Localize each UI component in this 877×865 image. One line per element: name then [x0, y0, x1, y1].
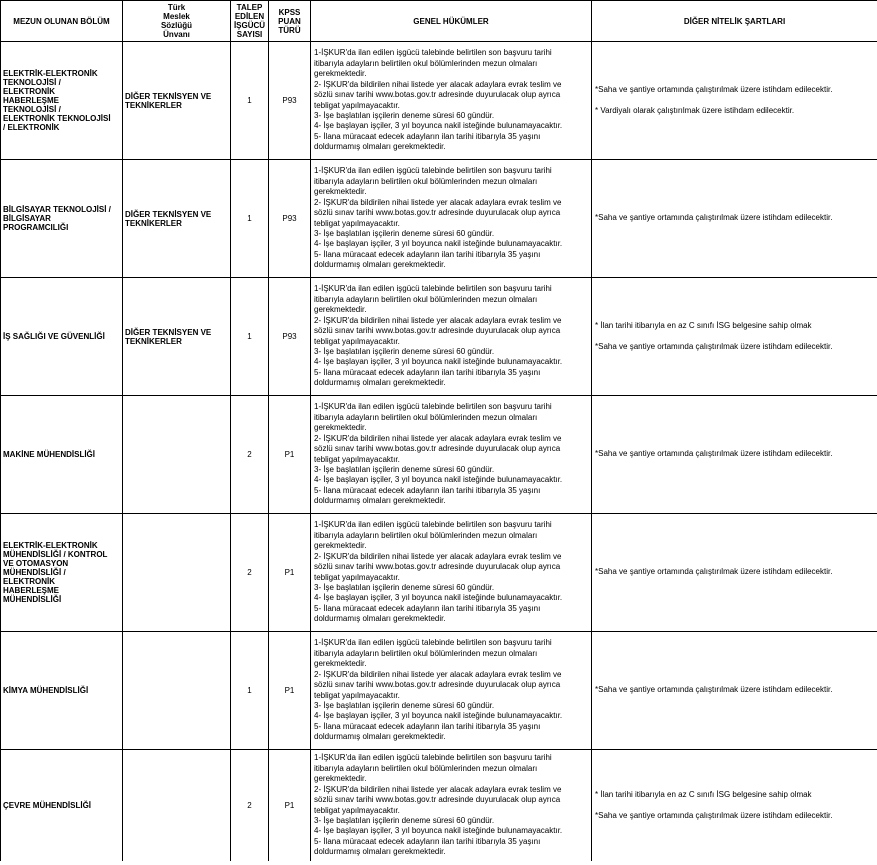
hukum-line: 2- İŞKUR'da bildirilen nihai listede yer alacak adaylara evrak teslim ve — [314, 197, 562, 207]
genel-hukum-cell — [311, 160, 592, 278]
hukum-line: 5- İlana müracaat edecek adayların ilan tarihi itibarıyla 35 yaşını — [314, 485, 541, 495]
nitelik-line: *Saha ve şantiye ortamında çalıştırılmak üzere istihdam edilecektir. — [595, 449, 833, 459]
nitelik-line: *Saha ve şantiye ortamında çalıştırılmak üzere istihdam edilecektir. — [595, 85, 833, 95]
hukum-line: tebligat yapılmayacaktır. — [314, 336, 400, 346]
header-line: EDİLEN — [234, 12, 265, 21]
header-line: KPSS — [278, 7, 301, 17]
kpss-cell: P1 — [269, 396, 311, 514]
unvan-line: TEKNİKERLER — [125, 218, 182, 228]
bolum-line: MAKİNE MÜHENDİSLİĞİ — [3, 450, 95, 459]
talep-cell: 2 — [231, 750, 269, 862]
hukum-line: tebligat yapılmayacaktır. — [314, 572, 400, 582]
bolum-line: / ELEKTRONİK — [3, 123, 60, 132]
header-line: TÜRÜ — [278, 25, 301, 35]
hukum-line: 4- İşe başlayan işçiler, 3 yıl boyunca nakil isteğinde bulunamayacaktır. — [314, 826, 563, 836]
hukum-line: 5- İlana müracaat edecek adayların ilan tarihi itibarıyla 35 yaşını — [314, 836, 541, 846]
nitelik-cell — [592, 514, 877, 632]
hukum-line: 3- İşe başlatılan işçilerin deneme süresi 60 gündür. — [314, 464, 495, 474]
hukum-line: 4- İşe başlayan işçiler, 3 yıl boyunca nakil isteğinde bulunamayacaktır. — [314, 121, 563, 131]
hukum-line: doldurmamış olmaları gerekmektedir. — [314, 378, 446, 388]
talep-cell: 1 — [231, 632, 269, 750]
nitelik-line: * Vardiyalı olarak çalıştırılmak üzere istihdam edilecektir. — [595, 105, 795, 115]
bolum-line: MÜHENDİSLİĞİ — [3, 595, 62, 604]
hukum-line: tebligat yapılmayacaktır. — [314, 454, 400, 464]
unvan-cell — [123, 750, 231, 862]
nitelik-line: *Saha ve şantiye ortamında çalıştırılmak üzere istihdam edilecektir. — [595, 810, 833, 820]
unvan-cell — [123, 160, 231, 278]
bolum-line: VE OTOMASYON — [3, 559, 69, 568]
nitelik-cell — [592, 632, 877, 750]
hukum-line: 3- İşe başlatılan işçilerin deneme süresi 60 gündür. — [314, 700, 495, 710]
hukum-line: sözlü sınav tarihi www.botas.gov.tr adresinde duyurulacak olup ayrıca — [314, 208, 561, 218]
hukum-line: sözlü sınav tarihi www.botas.gov.tr adresinde duyurulacak olup ayrıca — [314, 680, 561, 690]
talep-cell: 2 — [231, 396, 269, 514]
genel-hukum-cell — [311, 396, 592, 514]
bolum-cell — [1, 514, 123, 632]
genel-hukum-cell — [311, 632, 592, 750]
header-genel-hukumler: GENEL HÜKÜMLER — [311, 1, 592, 42]
hukum-line: gerekmektedir. — [314, 774, 367, 784]
bolum-line: ELEKTRONİK — [3, 577, 55, 586]
hukum-line: gerekmektedir. — [314, 69, 367, 79]
hukum-line: 1-İŞKUR'da ilan edilen işgücü talebinde belirtilen son başvuru tarihi — [314, 48, 552, 58]
header-line: İŞGÜCÜ — [233, 21, 266, 30]
hukum-line: gerekmektedir. — [314, 659, 367, 669]
nitelik-line: *Saha ve şantiye ortamında çalıştırılmak üzere istihdam edilecektir. — [595, 341, 833, 351]
talep-cell: 2 — [231, 514, 269, 632]
genel-hukum-cell — [311, 278, 592, 396]
header-line: Meslek — [163, 12, 190, 21]
bolum-cell — [1, 160, 123, 278]
bolum-line: TEKNOLOJİSİ / — [3, 105, 61, 114]
table-row — [1, 396, 877, 514]
header-kpss — [269, 1, 311, 42]
bolum-cell — [1, 750, 123, 862]
header-line: TALEP — [236, 3, 263, 12]
bolum-line: HABERLEŞME — [3, 96, 60, 105]
kpss-cell: P93 — [269, 278, 311, 396]
kpss-cell: P93 — [269, 160, 311, 278]
unvan-cell — [123, 632, 231, 750]
hukum-line: 2- İŞKUR'da bildirilen nihai listede yer alacak adaylara evrak teslim ve — [314, 433, 562, 443]
header-line: SAYISI — [236, 30, 263, 39]
hukum-line: doldurmamış olmaları gerekmektedir. — [314, 847, 446, 857]
table-row — [1, 514, 877, 632]
bolum-line: BİLGİSAYAR TEKNOLOJİSİ / — [3, 205, 111, 214]
hukum-line: gerekmektedir. — [314, 423, 367, 433]
hukum-line: 5- İlana müracaat edecek adayların ilan tarihi itibarıyla 35 yaşını — [314, 131, 541, 141]
header-line: PUAN — [278, 16, 301, 26]
bolum-line: HABERLEŞME — [3, 586, 60, 595]
unvan-cell — [123, 42, 231, 160]
kpss-cell: P93 — [269, 42, 311, 160]
hukum-line: 3- İşe başlatılan işçilerin deneme süresi 60 gündür. — [314, 346, 495, 356]
hukum-line: itibarıyla adayların belirtilen okul bölümlerinden mezun olmaları — [314, 763, 538, 773]
hukum-line: 5- İlana müracaat edecek adayların ilan tarihi itibarıyla 35 yaşını — [314, 367, 541, 377]
bolum-line: ELEKTRONİK — [3, 87, 55, 96]
hukum-line: sözlü sınav tarihi www.botas.gov.tr adresinde duyurulacak olup ayrıca — [314, 90, 561, 100]
header-unvan — [123, 1, 231, 42]
kpss-cell: P1 — [269, 514, 311, 632]
hukum-line: doldurmamış olmaları gerekmektedir. — [314, 732, 446, 742]
bolum-line: MÜHENDİSLİĞİ / KONTROL — [3, 550, 108, 559]
talep-cell: 1 — [231, 42, 269, 160]
hukum-line: itibarıyla adayların belirtilen okul bölümlerinden mezun olmaları — [314, 58, 538, 68]
bolum-line: KİMYA MÜHENDİSLİĞİ — [3, 686, 89, 695]
hukum-line: 1-İŞKUR'da ilan edilen işgücü talebinde belirtilen son başvuru tarihi — [314, 402, 552, 412]
hukum-line: 3- İşe başlatılan işçilerin deneme süresi 60 gündür. — [314, 815, 495, 825]
unvan-cell — [123, 278, 231, 396]
kpss-cell: P1 — [269, 632, 311, 750]
nitelik-line: *Saha ve şantiye ortamında çalıştırılmak üzere istihdam edilecektir. — [595, 567, 833, 577]
unvan-line: DİĞER TEKNİSYEN VE — [125, 209, 212, 219]
hukum-line: tebligat yapılmayacaktır. — [314, 805, 400, 815]
nitelik-cell — [592, 160, 877, 278]
header-row — [1, 1, 877, 42]
table-row — [1, 278, 877, 396]
hukum-line: tebligat yapılmayacaktır. — [314, 100, 400, 110]
hukum-line: 2- İŞKUR'da bildirilen nihai listede yer alacak adaylara evrak teslim ve — [314, 79, 562, 89]
bolum-line: BİLGİSAYAR — [3, 214, 51, 223]
bolum-line: ELEKTRİK-ELEKTRONİK — [3, 541, 98, 550]
unvan-line: DİĞER TEKNİSYEN VE — [125, 327, 212, 337]
hukum-line: sözlü sınav tarihi www.botas.gov.tr adresinde duyurulacak olup ayrıca — [314, 562, 561, 572]
table-row — [1, 632, 877, 750]
hukum-line: sözlü sınav tarihi www.botas.gov.tr adresinde duyurulacak olup ayrıca — [314, 795, 561, 805]
bolum-line: ELEKTRONİK TEKNOLOJİSİ — [3, 114, 111, 123]
hukum-line: 4- İşe başlayan işçiler, 3 yıl boyunca nakil isteğinde bulunamayacaktır. — [314, 475, 563, 485]
header-talep — [231, 1, 269, 42]
bolum-line: TEKNOLOJİSİ / — [3, 78, 61, 87]
unvan-line: TEKNİKERLER — [125, 100, 182, 110]
hukum-line: sözlü sınav tarihi www.botas.gov.tr adresinde duyurulacak olup ayrıca — [314, 326, 561, 336]
hukum-line: itibarıyla adayların belirtilen okul bölümlerinden mezun olmaları — [314, 648, 538, 658]
nitelik-cell — [592, 396, 877, 514]
hukum-line: doldurmamış olmaları gerekmektedir. — [314, 260, 446, 270]
hukum-line: gerekmektedir. — [314, 541, 367, 551]
header-line: Ünvanı — [163, 30, 190, 39]
nitelik-line: *Saha ve şantiye ortamında çalıştırılmak üzere istihdam edilecektir. — [595, 685, 833, 695]
talep-cell: 1 — [231, 160, 269, 278]
genel-hukum-cell — [311, 750, 592, 862]
bolum-line: PROGRAMCILIĞI — [3, 223, 69, 232]
hukum-line: gerekmektedir. — [314, 187, 367, 197]
hukum-line: 1-İŞKUR'da ilan edilen işgücü talebinde belirtilen son başvuru tarihi — [314, 638, 552, 648]
hukum-line: 5- İlana müracaat edecek adayların ilan tarihi itibarıyla 35 yaşını — [314, 249, 541, 259]
bolum-cell — [1, 42, 123, 160]
hukum-line: 3- İşe başlatılan işçilerin deneme süresi 60 gündür. — [314, 110, 495, 120]
hukum-line: 1-İŞKUR'da ilan edilen işgücü talebinde belirtilen son başvuru tarihi — [314, 284, 552, 294]
header-bolum: MEZUN OLUNAN BÖLÜM — [1, 1, 123, 42]
nitelik-cell — [592, 42, 877, 160]
kpss-cell: P1 — [269, 750, 311, 862]
hukum-line: 2- İŞKUR'da bildirilen nihai listede yer alacak adaylara evrak teslim ve — [314, 315, 562, 325]
hukum-line: sözlü sınav tarihi www.botas.gov.tr adresinde duyurulacak olup ayrıca — [314, 444, 561, 454]
hukum-line: 2- İŞKUR'da bildirilen nihai listede yer alacak adaylara evrak teslim ve — [314, 551, 562, 561]
hukum-line: doldurmamış olmaları gerekmektedir. — [314, 614, 446, 624]
unvan-line: TEKNİKERLER — [125, 336, 182, 346]
hukum-line: tebligat yapılmayacaktır. — [314, 218, 400, 228]
nitelik-line: * İlan tarihi itibarıyla en az C sınıfı İSG belgesine sahip olmak — [595, 790, 812, 800]
unvan-line: DİĞER TEKNİSYEN VE — [125, 91, 212, 101]
bolum-cell — [1, 632, 123, 750]
bolum-line: İŞ SAĞLIĞI VE GÜVENLİĞİ — [3, 332, 105, 341]
table-row — [1, 160, 877, 278]
hukum-line: 1-İŞKUR'da ilan edilen işgücü talebinde belirtilen son başvuru tarihi — [314, 166, 552, 176]
hukum-line: 3- İşe başlatılan işçilerin deneme süresi 60 gündür. — [314, 228, 495, 238]
hukum-line: 1-İŞKUR'da ilan edilen işgücü talebinde belirtilen son başvuru tarihi — [314, 520, 552, 530]
hukum-line: 2- İŞKUR'da bildirilen nihai listede yer alacak adaylara evrak teslim ve — [314, 669, 562, 679]
bolum-line: ELEKTRİK-ELEKTRONİK — [3, 69, 98, 78]
hukum-line: itibarıyla adayların belirtilen okul bölümlerinden mezun olmaları — [314, 294, 538, 304]
hukum-line: 3- İşe başlatılan işçilerin deneme süresi 60 gündür. — [314, 582, 495, 592]
hukum-line: gerekmektedir. — [314, 305, 367, 315]
genel-hukum-cell — [311, 42, 592, 160]
talep-cell: 1 — [231, 278, 269, 396]
hukum-line: itibarıyla adayların belirtilen okul bölümlerinden mezun olmaları — [314, 176, 538, 186]
header-line: Sözlüğü — [160, 21, 193, 30]
bolum-line: MÜHENDİSLİĞİ / — [3, 568, 66, 577]
hukum-line: itibarıyla adayların belirtilen okul bölümlerinden mezun olmaları — [314, 530, 538, 540]
unvan-cell — [123, 396, 231, 514]
unvan-cell — [123, 514, 231, 632]
hukum-line: itibarıyla adayların belirtilen okul bölümlerinden mezun olmaları — [314, 412, 538, 422]
hukum-line: 2- İŞKUR'da bildirilen nihai listede yer alacak adaylara evrak teslim ve — [314, 784, 562, 794]
table-row — [1, 42, 877, 160]
bolum-cell — [1, 278, 123, 396]
bolum-line: ÇEVRE MÜHENDİSLİĞİ — [3, 801, 92, 810]
nitelik-line: * İlan tarihi itibarıyla en az C sınıfı İSG belgesine sahip olmak — [595, 321, 812, 331]
hukum-line: 4- İşe başlayan işçiler, 3 yıl boyunca nakil isteğinde bulunamayacaktır. — [314, 711, 563, 721]
hukum-line: 5- İlana müracaat edecek adayların ilan tarihi itibarıyla 35 yaşını — [314, 721, 541, 731]
hukum-line: tebligat yapılmayacaktır. — [314, 690, 400, 700]
bolum-cell — [1, 396, 123, 514]
header-diger-nitelik: DİĞER NİTELİK ŞARTLARI — [592, 1, 877, 42]
hukum-line: doldurmamış olmaları gerekmektedir. — [314, 496, 446, 506]
table-row — [1, 750, 877, 862]
genel-hukum-cell — [311, 514, 592, 632]
hukum-line: 5- İlana müracaat edecek adayların ilan tarihi itibarıyla 35 yaşını — [314, 603, 541, 613]
hukum-line: 1-İŞKUR'da ilan edilen işgücü talebinde belirtilen son başvuru tarihi — [314, 753, 552, 763]
header-line: Türk — [167, 3, 186, 12]
hukum-line: 4- İşe başlayan işçiler, 3 yıl boyunca nakil isteğinde bulunamayacaktır. — [314, 593, 563, 603]
nitelik-cell — [592, 750, 877, 862]
hukum-line: doldurmamış olmaları gerekmektedir. — [314, 142, 446, 152]
nitelik-line: *Saha ve şantiye ortamında çalıştırılmak üzere istihdam edilecektir. — [595, 213, 833, 223]
hukum-line: 4- İşe başlayan işçiler, 3 yıl boyunca nakil isteğinde bulunamayacaktır. — [314, 239, 563, 249]
hukum-line: 4- İşe başlayan işçiler, 3 yıl boyunca nakil isteğinde bulunamayacaktır. — [314, 357, 563, 367]
nitelik-cell — [592, 278, 877, 396]
